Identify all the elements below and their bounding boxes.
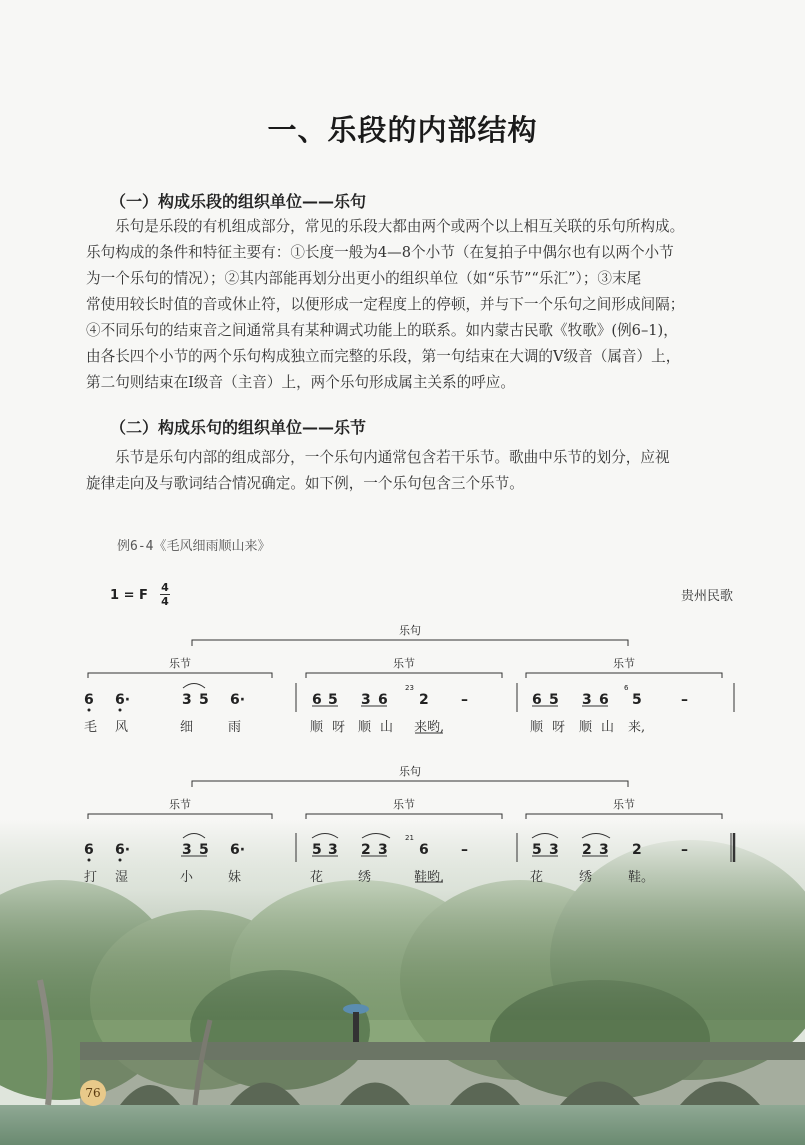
subphrase-label-2a: 乐节 bbox=[169, 798, 191, 811]
note: 3 bbox=[361, 692, 371, 708]
section1-line-7: 第二句则结束在Ⅰ级音（主音）上，两个乐句形成属主关系的呼应。 bbox=[86, 374, 515, 391]
page-title: 一、乐段的内部结构 bbox=[267, 113, 538, 147]
note: 5 bbox=[312, 842, 322, 858]
note: 6 bbox=[84, 842, 94, 858]
subphrase-bracket-1a bbox=[88, 673, 272, 678]
subphrase-label-1c: 乐节 bbox=[613, 657, 635, 670]
section1-line-3: 为一个乐句的情况）；②其内部能再划分出更小的组织单位（如“乐节”“乐汇”）；③末尾 bbox=[86, 270, 642, 287]
note: 2 bbox=[582, 842, 592, 858]
lyric: 山 bbox=[380, 720, 394, 735]
example-caption: 例6-4《毛风细雨顺山来》 bbox=[117, 539, 271, 554]
lyric: 花 bbox=[310, 870, 324, 885]
section1-line-5: ④不同乐句的结束音之间通常具有某种调式功能上的联系。如内蒙古民歌《牧歌》(例6–1)， bbox=[86, 322, 678, 339]
lyric: 鞋哟, bbox=[414, 870, 445, 885]
note: 3 bbox=[549, 842, 559, 858]
section1-line-1: 乐句是乐段的有机组成部分，常见的乐段大都由两个或两个以上相互关联的乐句所构成。 bbox=[115, 218, 685, 235]
subphrase-bracket-2b bbox=[306, 814, 502, 819]
lyric: 风 bbox=[115, 720, 129, 735]
note: 2 bbox=[419, 692, 429, 708]
subphrase-bracket-1c bbox=[526, 673, 722, 678]
section1-heading: （一）构成乐段的组织单位——乐句 bbox=[110, 192, 367, 211]
lyric: 绣 bbox=[358, 870, 372, 885]
note: 2 bbox=[632, 842, 642, 858]
lyric: 花 bbox=[530, 870, 544, 885]
section1-line-6: 由各长四个小节的两个乐句构成独立而完整的乐段，第一句结束在大调的Ⅴ级音（属音）上， bbox=[86, 348, 681, 365]
lyric: 湿 bbox=[115, 870, 129, 885]
lyric: 顺 bbox=[310, 720, 324, 735]
note: 6· bbox=[230, 692, 246, 708]
lyric: 雨 bbox=[228, 720, 242, 735]
note: 6 bbox=[312, 692, 322, 708]
note: – bbox=[681, 692, 688, 708]
song-source: 贵州民歌 bbox=[680, 589, 733, 604]
note: 2 bbox=[361, 842, 371, 858]
section1-line-4: 常使用较长时值的音或休止符，以便形成一定程度上的停顿，并与下一个乐句之间形成间隔； bbox=[86, 296, 685, 313]
page-number: 76 bbox=[80, 1080, 106, 1106]
note: 5 bbox=[532, 842, 542, 858]
subphrase-bracket-2a bbox=[88, 814, 272, 819]
note: 5 bbox=[549, 692, 559, 708]
meter-bottom: 4 bbox=[161, 595, 169, 608]
lyric: 小 bbox=[180, 870, 194, 885]
section2-heading: （二）构成乐句的组织单位——乐节 bbox=[110, 418, 367, 437]
note: 6 bbox=[599, 692, 609, 708]
note: 5 bbox=[328, 692, 338, 708]
phrase-bracket-2 bbox=[192, 781, 628, 787]
phrase-label-2: 乐句 bbox=[399, 765, 421, 778]
note: 3 bbox=[182, 842, 192, 858]
note: 5 bbox=[199, 692, 209, 708]
lyric: 顺 bbox=[358, 720, 372, 735]
note: 6· bbox=[230, 842, 246, 858]
section2-line-2: 旋律走向及与歌词结合情况确定。如下例，一个乐句包含三个乐节。 bbox=[86, 475, 524, 492]
lyric: 打 bbox=[84, 870, 98, 885]
note: 5 bbox=[632, 692, 642, 708]
lyric: 毛 bbox=[84, 720, 98, 735]
phrase-label-1: 乐句 bbox=[399, 624, 421, 637]
subphrase-bracket-1b bbox=[306, 673, 502, 678]
lyric: 鞋。 bbox=[628, 870, 655, 885]
note: 3 bbox=[182, 692, 192, 708]
note: 3 bbox=[328, 842, 338, 858]
section1-line-2: 乐句构成的条件和特征主要有：①长度一般为4—8个小节（在复拍子中偶尔也有以两个小节 bbox=[86, 244, 674, 261]
lyric: 呀 bbox=[552, 720, 566, 735]
lyric: 山 bbox=[601, 720, 615, 735]
note: 6· bbox=[115, 692, 131, 708]
subphrase-label-2c: 乐节 bbox=[613, 798, 635, 811]
lyric: 顺 bbox=[530, 720, 544, 735]
subphrase-bracket-2c bbox=[526, 814, 722, 819]
subphrase-label-2b: 乐节 bbox=[393, 798, 415, 811]
lyric: 来, bbox=[628, 720, 646, 735]
note: – bbox=[461, 692, 468, 708]
lyric: 呀 bbox=[332, 720, 346, 735]
note: 6 bbox=[532, 692, 542, 708]
note: 5 bbox=[199, 842, 209, 858]
grace-note: 23 bbox=[405, 684, 414, 692]
lyric: 来哟, bbox=[414, 720, 445, 735]
lyric: 绣 bbox=[579, 870, 593, 885]
note: 3 bbox=[599, 842, 609, 858]
section2-line-1: 乐节是乐句内部的组成部分，一个乐句内通常包含若干乐节。歌曲中乐节的划分，应视 bbox=[115, 449, 670, 466]
phrase-bracket-1 bbox=[192, 640, 628, 646]
note: 6 bbox=[378, 692, 388, 708]
subphrase-label-1a: 乐节 bbox=[169, 657, 191, 670]
lyric: 妹 bbox=[228, 870, 242, 885]
note: 3 bbox=[582, 692, 592, 708]
key-signature: 1 = F bbox=[110, 588, 148, 603]
grace-note: 21 bbox=[405, 834, 414, 842]
note: 6 bbox=[84, 692, 94, 708]
lyric: 顺 bbox=[579, 720, 593, 735]
note: 6· bbox=[115, 842, 131, 858]
grace-note: 6 bbox=[624, 684, 629, 692]
note: 3 bbox=[378, 842, 388, 858]
meter-top: 4 bbox=[161, 581, 169, 594]
subphrase-label-1b: 乐节 bbox=[393, 657, 415, 670]
lyric: 细 bbox=[180, 720, 194, 735]
note: – bbox=[681, 842, 688, 858]
note: – bbox=[461, 842, 468, 858]
note: 6 bbox=[419, 842, 429, 858]
